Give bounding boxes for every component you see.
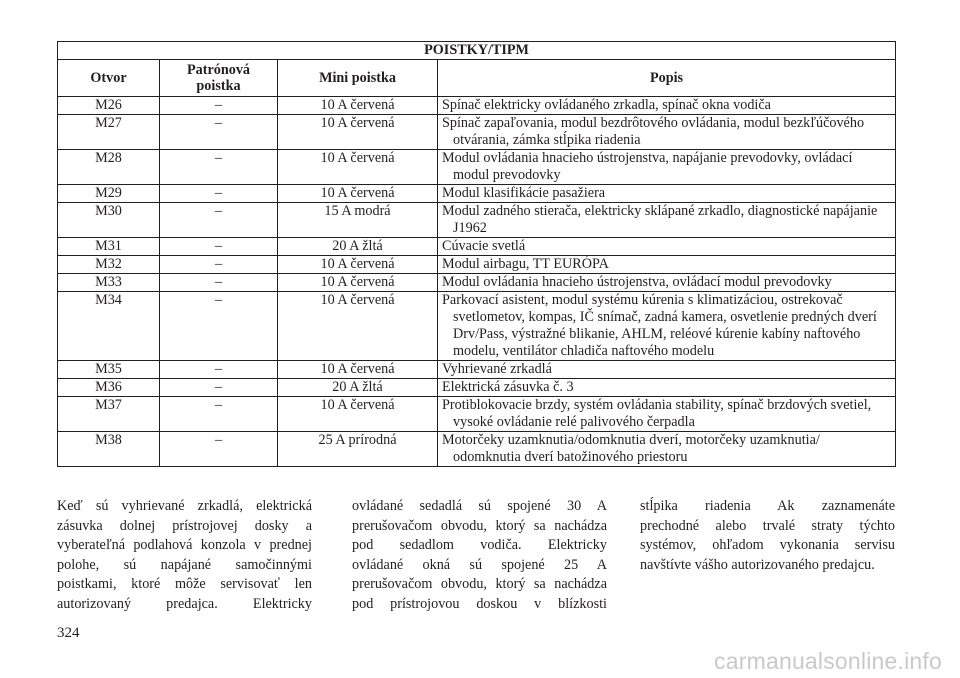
- text-line: zásuvka dolnej prístrojovej dosky a: [57, 517, 312, 534]
- cell-otvor: M36: [58, 379, 160, 397]
- text-line: prechodné alebo trvalé straty týchto: [640, 517, 895, 534]
- cell-otvor: M37: [58, 397, 160, 432]
- cell-popis: [438, 432, 896, 467]
- table-row: [58, 150, 896, 185]
- table-row: [58, 115, 896, 150]
- popis-line: Drv/Pass, výstražné blikanie, AHLM, reléové kúrenie kabíny naftového: [453, 326, 861, 342]
- fuse-table: [57, 41, 896, 467]
- popis-line: Modul ovládania hnacieho ústrojenstva, napájanie prevodovky, ovládací: [442, 150, 853, 166]
- text-column-1: [57, 497, 312, 614]
- cell-mini-poistka: 20 A žltá: [278, 238, 438, 256]
- table-row: [58, 379, 896, 397]
- column-header-mini: Mini poistka: [278, 60, 438, 97]
- text-line: Keď sú vyhrievané zrkadlá, elektrická: [57, 498, 312, 514]
- cell-mini-poistka: 20 A žltá: [278, 379, 438, 397]
- text-line: prerušovačom obvodu, ktorý sa nachádza: [352, 576, 607, 592]
- cell-mini-poistka: 10 A červená: [278, 185, 438, 203]
- popis-line: modelu, ventilátor chladiča naftového modelu: [453, 343, 715, 359]
- cell-mini-poistka: 10 A červená: [278, 256, 438, 274]
- table-row: [58, 238, 896, 256]
- cell-otvor: M32: [58, 256, 160, 274]
- table-row: [58, 274, 896, 292]
- cell-mini-poistka: 10 A červená: [278, 97, 438, 115]
- table-row: [58, 397, 896, 432]
- cell-mini-poistka: 25 A prírodná: [278, 432, 438, 467]
- cell-popis: [438, 115, 896, 150]
- cell-patronova-poistka: –: [160, 292, 278, 361]
- cell-patronova-poistka: –: [160, 97, 278, 115]
- text-line: systémov, ohľadom vykonania servisu: [640, 537, 895, 553]
- table-row: [58, 292, 896, 361]
- popis-line: Vyhrievané zrkadlá: [442, 361, 552, 377]
- page-number: 324: [57, 625, 80, 641]
- cell-popis: [438, 397, 896, 432]
- table-row: [58, 432, 896, 467]
- cell-patronova-poistka: –: [160, 274, 278, 292]
- column-header-otvor: Otvor: [58, 60, 160, 97]
- cell-patronova-poistka: –: [160, 185, 278, 203]
- text-column-2: [352, 497, 607, 614]
- cell-mini-poistka: 10 A červená: [278, 397, 438, 432]
- column-header-patronova: Patrónová poistka: [160, 60, 278, 97]
- cell-popis: [438, 292, 896, 361]
- popis-line: Protiblokovacie brzdy, systém ovládania stability, spínač brzdových svetiel,: [442, 397, 872, 413]
- cell-patronova-poistka: –: [160, 115, 278, 150]
- cell-popis: [438, 379, 896, 397]
- cell-mini-poistka: 10 A červená: [278, 115, 438, 150]
- cell-otvor: M35: [58, 361, 160, 379]
- cell-mini-poistka: 10 A červená: [278, 150, 438, 185]
- cell-mini-poistka: 10 A červená: [278, 274, 438, 292]
- cell-patronova-poistka: –: [160, 432, 278, 467]
- cell-mini-poistka: 15 A modrá: [278, 203, 438, 238]
- cell-mini-poistka: 10 A červená: [278, 292, 438, 361]
- popis-line: modul prevodovky: [453, 167, 561, 183]
- popis-line: otvárania, zámka stĺpika riadenia: [453, 132, 641, 148]
- text-line: poistkami, ktoré môže servisovať len: [57, 576, 312, 592]
- cell-otvor: M33: [58, 274, 160, 292]
- cell-patronova-poistka: –: [160, 397, 278, 432]
- popis-line: Cúvacie svetlá: [442, 238, 526, 254]
- table-row: [58, 256, 896, 274]
- cell-popis: [438, 203, 896, 238]
- cell-patronova-poistka: –: [160, 203, 278, 238]
- text-line: pod sedadlom vodiča. Elektricky: [352, 537, 607, 553]
- popis-line: Modul airbagu, TT EURÓPA: [442, 256, 609, 272]
- table-row: [58, 185, 896, 203]
- text-line: prerušovačom obvodu, ktorý sa nachádza: [352, 517, 607, 534]
- cell-patronova-poistka: –: [160, 238, 278, 256]
- cell-otvor: M27: [58, 115, 160, 150]
- cell-patronova-poistka: –: [160, 256, 278, 274]
- cell-popis: [438, 97, 896, 115]
- text-line: vyberateľná podlahová konzola v prednej: [57, 537, 312, 553]
- popis-line: Elektrická zásuvka č. 3: [442, 379, 574, 395]
- popis-line: Modul klasifikácie pasažiera: [442, 185, 606, 201]
- text-line: polohe, sú napájané samočinnými: [57, 556, 312, 573]
- cell-otvor: M34: [58, 292, 160, 361]
- table-title: POISTKY/TIPM: [58, 42, 896, 60]
- popis-line: svetlometov, kompas, IČ snímač, zadná kamera, osvetlenie predných dverí: [453, 309, 877, 325]
- text-line: ovládané okná sú spojené 25 A: [352, 556, 607, 573]
- cell-mini-poistka: 10 A červená: [278, 361, 438, 379]
- text-line: stĺpika riadenia Ak zaznamenáte: [640, 498, 895, 514]
- popis-line: Modul zadného stierača, elektricky sklápané zrkadlo, diagnostické napájanie: [442, 203, 878, 219]
- table-body: [58, 97, 896, 467]
- popis-line: Motorčeky uzamknutia/odomknutia dverí, motorčeky uzamknutia/: [442, 432, 820, 448]
- cell-otvor: M38: [58, 432, 160, 467]
- popis-line: vysoké ovládanie relé palivového čerpadla: [453, 414, 695, 430]
- text-line: autorizovaný predajca. Elektricky: [57, 595, 312, 612]
- table-row: [58, 203, 896, 238]
- cell-otvor: M28: [58, 150, 160, 185]
- text-column-3: [640, 497, 895, 575]
- cell-patronova-poistka: –: [160, 150, 278, 185]
- watermark: carmanualsonline.info: [714, 648, 942, 674]
- cell-patronova-poistka: –: [160, 361, 278, 379]
- popis-line: J1962: [453, 220, 487, 236]
- popis-line: Spínač elektricky ovládaného zrkadla, spínač okna vodiča: [442, 97, 771, 113]
- cell-otvor: M30: [58, 203, 160, 238]
- popis-line: Modul ovládania hnacieho ústrojenstva, ovládací modul prevodovky: [442, 274, 832, 290]
- cell-popis: [438, 238, 896, 256]
- text-line: pod prístrojovou doskou v blízkosti: [352, 595, 607, 612]
- cell-popis: [438, 274, 896, 292]
- cell-patronova-poistka: –: [160, 379, 278, 397]
- text-line: ovládané sedadlá sú spojené 30 A: [352, 498, 607, 514]
- cell-popis: [438, 361, 896, 379]
- text-line: navštívte vášho autorizovaného predajcu.: [640, 556, 875, 573]
- cell-popis: [438, 185, 896, 203]
- column-header-popis: Popis: [438, 60, 896, 97]
- popis-line: Parkovací asistent, modul systému kúrenia s klimatizáciou, ostrekovač: [442, 292, 843, 308]
- cell-otvor: M29: [58, 185, 160, 203]
- cell-popis: [438, 256, 896, 274]
- popis-line: odomknutia dverí batožinového priestoru: [453, 449, 688, 465]
- table-row: [58, 361, 896, 379]
- cell-popis: [438, 150, 896, 185]
- table-row: [58, 97, 896, 115]
- cell-otvor: M26: [58, 97, 160, 115]
- popis-line: Spínač zapaľovania, modul bezdrôtového ovládania, modul bezkľúčového: [442, 115, 865, 131]
- cell-otvor: M31: [58, 238, 160, 256]
